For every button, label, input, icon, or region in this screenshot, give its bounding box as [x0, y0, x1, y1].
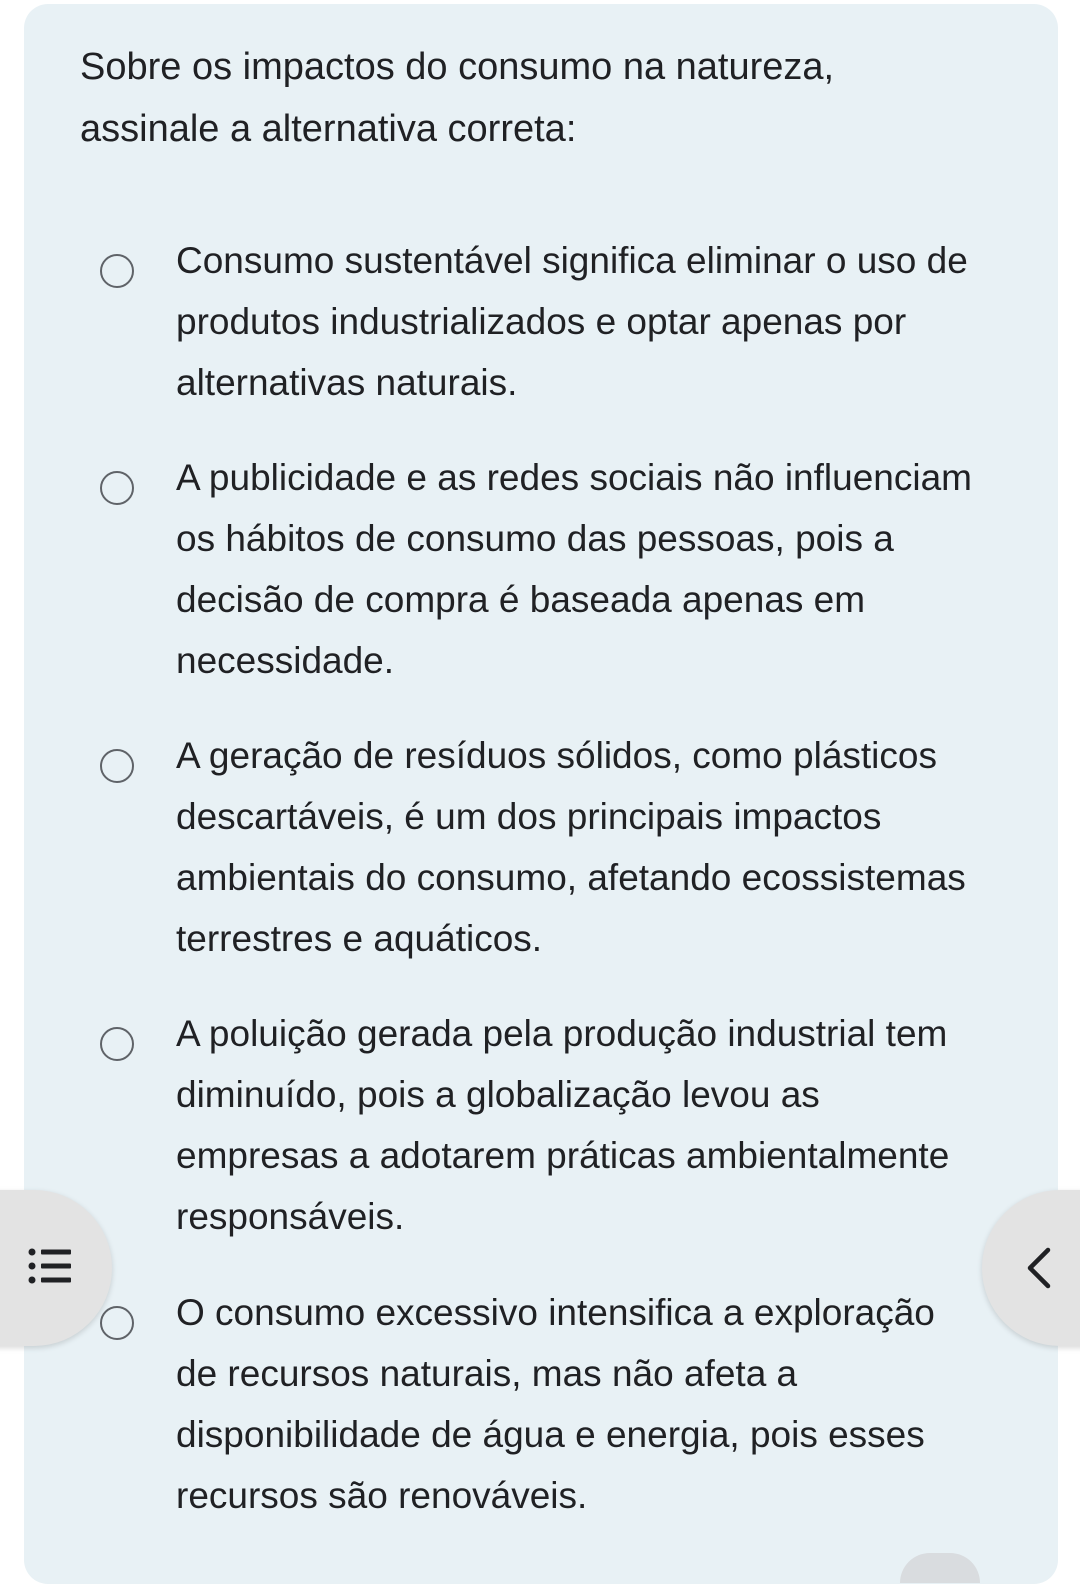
option-label: O consumo excessivo intensifica a exploração de recursos naturais, mas não afeta a disponibilidade de água e energia, pois esses recursos são renováveis.	[176, 1292, 935, 1516]
list-icon	[28, 1246, 74, 1286]
radio-button[interactable]	[100, 471, 134, 505]
chevron-left-icon	[1024, 1246, 1054, 1290]
radio-button[interactable]	[100, 1027, 134, 1061]
option-label: A publicidade e as redes sociais não influenciam os hábitos de consumo das pessoas, pois a decisão de compra é baseada apenas em necessidade.	[176, 457, 972, 681]
option-label: A geração de resíduos sólidos, como plásticos descartáveis, é um dos principais impactos ambientais do consumo, afetando ecossistemas terrestres e aquáticos.	[176, 735, 966, 959]
question-text: Sobre os impactos do consumo na natureza, assinale a alternativa correta:	[80, 46, 835, 150]
radio-button[interactable]	[100, 749, 134, 783]
option-label: A poluição gerada pela produção industrial tem diminuído, pois a globalização levou as empresas a adotarem práticas ambientalmente responsáveis.	[176, 1013, 950, 1237]
radio-button[interactable]	[100, 254, 134, 288]
option-label: Consumo sustentável significa eliminar o uso de produtos industrializados e optar apenas por alternativas naturais.	[176, 240, 968, 403]
radio-button[interactable]	[100, 1306, 134, 1340]
